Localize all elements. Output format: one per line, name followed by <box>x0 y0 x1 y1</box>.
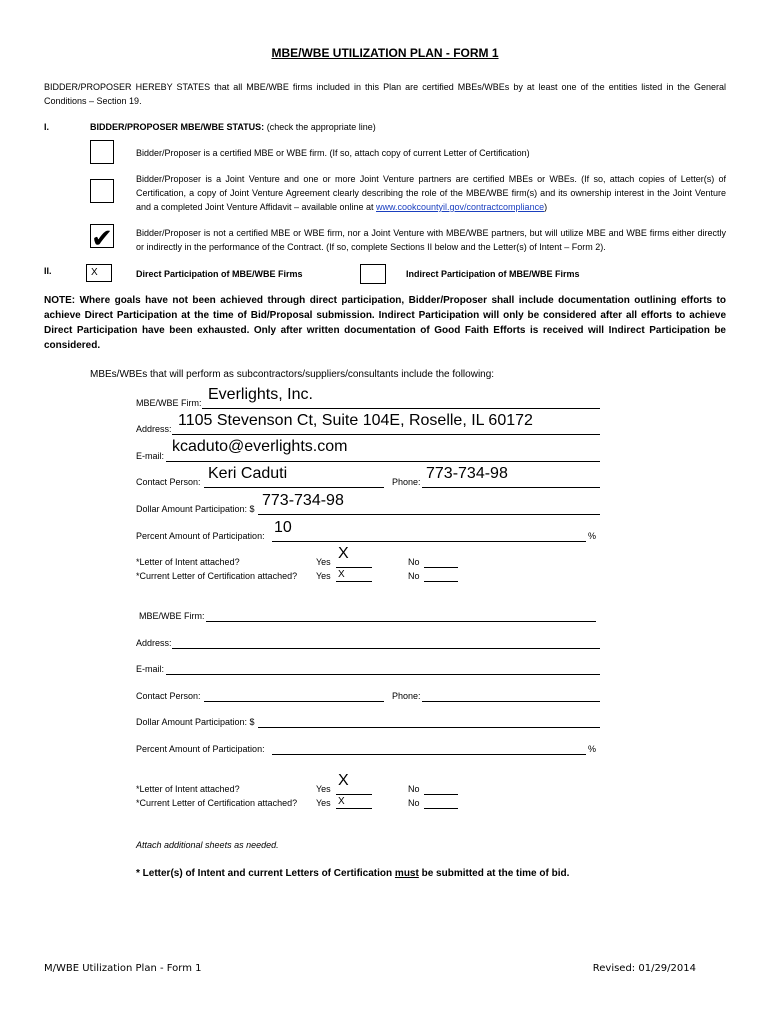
firm2-loi-yes-mark[interactable]: X <box>338 772 349 789</box>
final-requirement-note <box>136 868 569 879</box>
firm2-cert-label: *Current Letter of Certification attached? <box>136 798 298 808</box>
firm1-email-line <box>166 461 600 462</box>
firm1-loi-yes-label: Yes <box>316 557 331 567</box>
firm1-firm-line <box>202 408 600 409</box>
compliance-link[interactable]: www.cookcountyil.gov/contractcompliance <box>376 202 545 212</box>
firm2-percent-sign: % <box>588 744 597 754</box>
firm2-email-line[interactable] <box>166 674 600 675</box>
firm1-phone-value[interactable]: 773-734-98 <box>426 465 508 482</box>
firm2-address-label: Address: <box>136 638 172 648</box>
section-1-heading <box>90 120 376 134</box>
firm1-percent-label: Percent Amount of Participation: <box>136 531 265 541</box>
firm2-address-line[interactable] <box>172 648 600 649</box>
firm2-cert-yes-mark[interactable]: X <box>338 796 345 807</box>
firm2-cert-no-label: No <box>408 798 420 808</box>
option-joint-venture <box>136 172 726 214</box>
firm1-dollar-value[interactable]: 773-734-98 <box>262 492 344 509</box>
firm2-loi-yes-line <box>336 794 372 795</box>
firm1-cert-yes-line <box>336 581 372 582</box>
firm2-label: MBE/WBE Firm: <box>139 611 205 621</box>
form-title: MBE/WBE UTILIZATION PLAN - FORM 1 <box>271 46 499 60</box>
firm2-loi-no-label: No <box>408 784 420 794</box>
section-2-number: II. <box>44 266 52 276</box>
firm2-loi-no-line[interactable] <box>424 794 458 795</box>
footer-revised-date: Revised: 01/29/2014 <box>592 963 696 974</box>
firm2-cert-yes-label: Yes <box>316 798 331 808</box>
firm1-cert-no-line[interactable] <box>424 581 458 582</box>
firm1-percent-value[interactable]: 10 <box>274 519 292 536</box>
firm2-cert-no-line[interactable] <box>424 808 458 809</box>
firm1-cert-label: *Current Letter of Certification attached? <box>136 571 298 581</box>
firm1-dollar-label: Dollar Amount Participation: $ <box>136 504 255 514</box>
footer-form-name: M/WBE Utilization Plan - Form 1 <box>44 963 202 974</box>
joint-venture-checkbox[interactable] <box>90 179 114 203</box>
mbes-intro: MBEs/WBEs that will perform as subcontractors/suppliers/consultants include the following: <box>90 369 495 380</box>
firm2-loi-label: *Letter of Intent attached? <box>136 784 240 794</box>
firm2-dollar-label: Dollar Amount Participation: $ <box>136 717 255 727</box>
firm1-email-value[interactable]: kcaduto@everlights.com <box>172 438 348 455</box>
section-1-title: BIDDER/PROPOSER MBE/WBE STATUS: <box>90 122 265 132</box>
firm1-loi-no-label: No <box>408 557 420 567</box>
indirect-participation-checkbox[interactable] <box>360 264 386 284</box>
firm2-loi-yes-label: Yes <box>316 784 331 794</box>
option-certified-firm: Bidder/Proposer is a certified MBE or WBE firm. (If so, attach copy of current Letter of Certification) <box>136 148 530 158</box>
firm2-phone-line[interactable] <box>422 701 600 702</box>
firm1-percent-line <box>272 541 586 542</box>
direct-participation-label: Direct Participation of MBE/WBE Firms <box>136 269 303 279</box>
firm1-phone-line <box>422 487 600 488</box>
attach-sheets-note: Attach additional sheets as needed. <box>136 840 279 850</box>
firm1-address-line <box>172 434 600 435</box>
direct-participation-checkbox[interactable] <box>86 264 112 282</box>
firm1-cert-yes-label: Yes <box>316 571 331 581</box>
final-note-text: * Letter(s) of Intent and current Letters of Certification <box>136 868 395 879</box>
firm1-loi-label: *Letter of Intent attached? <box>136 557 240 567</box>
firm1-loi-yes-mark[interactable]: X <box>338 545 349 562</box>
indirect-participation-label: Indirect Participation of MBE/WBE Firms <box>406 269 580 279</box>
section-1-number: I. <box>44 122 50 132</box>
firm1-cert-yes-mark[interactable]: X <box>338 569 345 580</box>
firm2-email-label: E-mail: <box>136 664 165 674</box>
section-1-instruction: (check the appropriate line) <box>266 122 376 132</box>
firm2-phone-label: Phone: <box>392 691 421 701</box>
joint-venture-text-end: ) <box>544 202 548 212</box>
firm1-loi-no-line[interactable] <box>424 567 458 568</box>
firm1-percent-sign: % <box>588 531 597 541</box>
firm1-contact-label: Contact Person: <box>136 477 201 487</box>
joint-venture-text: Bidder/Proposer is a Joint Venture and one or more Joint Venture partners are certified MBEs or WBEs. (If so, attach copies of Letter(s) of Certification, a copy of Joint Venture Agreement clearly describing the role of the MBE/WBE firm(s) and its ownership interest in the Joint Venture and a completed Joint Venture Affidavit – available online at <box>136 174 726 212</box>
note-paragraph: NOTE: Where goals have not been achieved through direct participation, Bidder/Proposer shall include documentation outlining efforts to achieve Direct Participation at the time of Bid/Proposal submission. Indirect Participation will only be considered after all efforts to achieve Direct Participation have been exhausted. Only after written documentation of Good Faith Efforts is received will Indirect Participation be considered. <box>44 295 726 351</box>
firm2-contact-label: Contact Person: <box>136 691 201 701</box>
firm2-percent-label: Percent Amount of Participation: <box>136 744 265 754</box>
firm1-loi-yes-line <box>336 567 372 568</box>
firm1-cert-no-label: No <box>408 571 420 581</box>
firm1-address-value[interactable]: 1105 Stevenson Ct, Suite 104E, Roselle, IL 60172 <box>178 412 533 429</box>
intro-statement: BIDDER/PROPOSER HEREBY STATES that all MBE/WBE firms included in this Plan are certified MBEs/WBEs by at least one of the entities listed in the General Conditions – Section 19. <box>44 82 726 106</box>
final-note-text-end: be submitted at the time of bid. <box>418 868 570 879</box>
firm1-firm-value[interactable]: Everlights, Inc. <box>208 386 313 403</box>
firm1-contact-line <box>204 487 384 488</box>
firm1-contact-value[interactable]: Keri Caduti <box>208 465 288 482</box>
firm2-cert-yes-line <box>336 808 372 809</box>
firm1-dollar-line <box>258 514 600 515</box>
firm2-firm-line[interactable] <box>206 621 596 622</box>
checkmark-icon: ✔ <box>91 223 113 253</box>
direct-participation-mark: X <box>91 267 98 278</box>
firm1-label: MBE/WBE Firm: <box>136 398 202 408</box>
option-not-certified: Bidder/Proposer is not a certified MBE or WBE firm, nor a Joint Venture with MBE/WBE partners, but will utilize MBE and WBE firms either directly or indirectly in the performance of the Contract. (If so, complete Sections II below and the Letter(s) of Intent – Form 2). <box>136 228 726 252</box>
firm1-phone-label: Phone: <box>392 477 421 487</box>
firm1-email-label: E-mail: <box>136 451 165 461</box>
mbe-certified-checkbox[interactable] <box>90 140 114 164</box>
final-note-emphasis: must <box>394 868 419 879</box>
firm2-percent-line[interactable] <box>272 754 586 755</box>
firm2-contact-line[interactable] <box>204 701 384 702</box>
firm1-address-label: Address: <box>136 424 172 434</box>
firm2-dollar-line[interactable] <box>258 727 600 728</box>
not-certified-checkbox[interactable] <box>90 223 114 253</box>
